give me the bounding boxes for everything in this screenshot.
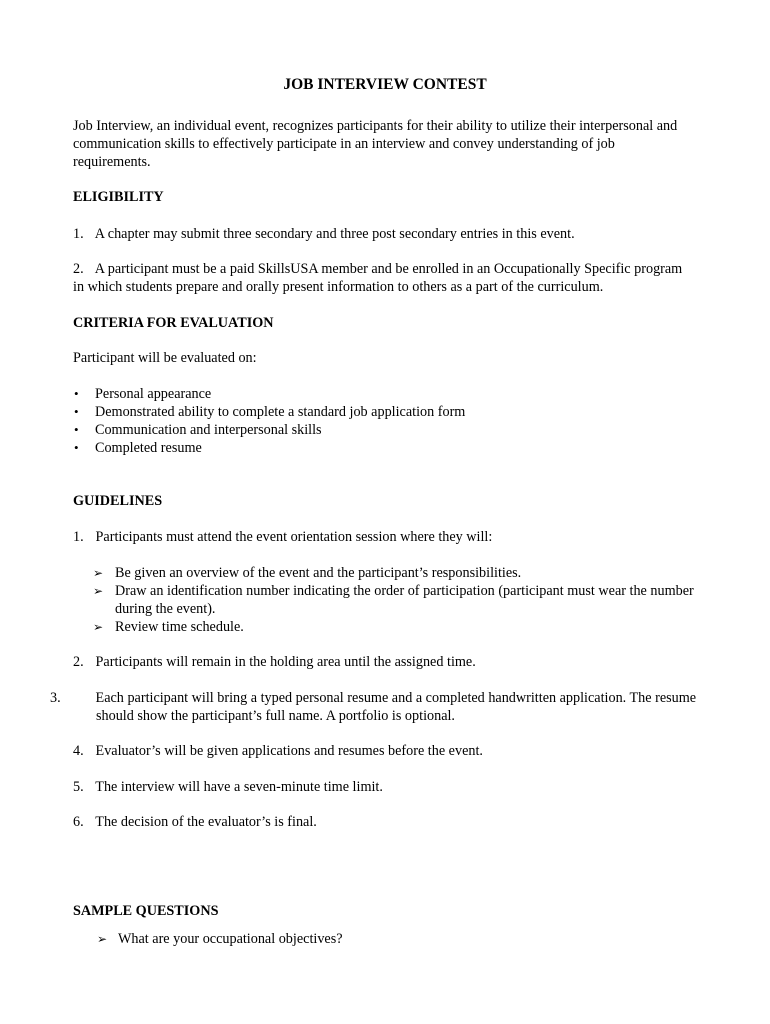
- criteria-list: [73, 385, 695, 457]
- eligibility-item-2: [73, 260, 695, 296]
- item-number: 1.: [73, 529, 84, 545]
- item-text: What are your occupational objectives?: [118, 931, 343, 947]
- item-text: Participants will remain in the holding area until the assigned time.: [95, 654, 476, 670]
- list-item: [73, 421, 695, 439]
- item-text: Draw an identification number indicating the order of participation (participant must wear the number during the event).: [115, 583, 694, 617]
- bullet-icon: •: [74, 386, 79, 401]
- item-text: A participant must be a paid SkillsUSA member and be enrolled in an Occupationally Specific program in which students prepare and orally present information to others as a part of the curriculum.: [73, 261, 683, 295]
- guidelines-heading: GUIDELINES: [73, 493, 163, 509]
- item-number: 4.: [73, 743, 84, 759]
- item-text: Completed resume: [95, 440, 202, 456]
- item-text: Demonstrated ability to complete a standard job application form: [95, 404, 466, 420]
- guideline-item-6: [73, 813, 695, 831]
- item-number: 2.: [73, 654, 84, 670]
- item-number: 5.: [73, 779, 84, 795]
- sample-questions-list: [73, 930, 695, 948]
- item-text: Participants must attend the event orientation session where they will:: [95, 529, 493, 545]
- list-item: [73, 930, 695, 948]
- item-text: The decision of the evaluator’s is final.: [95, 814, 317, 830]
- criteria-lead: Participant will be evaluated on:: [73, 350, 257, 366]
- page-title: JOB INTERVIEW CONTEST: [283, 76, 487, 93]
- item-text: Review time schedule.: [115, 619, 244, 635]
- item-text: A chapter may submit three secondary and three post secondary entries in this event.: [94, 226, 575, 242]
- item-text: Be given an overview of the event and the participant’s responsibilities.: [115, 565, 522, 581]
- guideline-item-1: [73, 528, 695, 546]
- item-number: 1.: [73, 226, 84, 242]
- list-item: [73, 385, 695, 403]
- arrow-bullet-icon: ➢: [93, 566, 104, 580]
- sample-questions-heading: SAMPLE QUESTIONS: [73, 903, 219, 919]
- list-item: [73, 439, 695, 457]
- list-item: [73, 618, 695, 636]
- item-text: Communication and interpersonal skills: [95, 422, 322, 438]
- intro-paragraph: Job Interview, an individual event, recognizes participants for their ability to utilize their interpersonal and communication skills to effectively participate in an interview and convey understanding of job requirements.: [73, 118, 678, 170]
- arrow-bullet-icon: ➢: [93, 584, 104, 598]
- criteria-heading: CRITERIA FOR EVALUATION: [73, 315, 274, 331]
- item-text: Each participant will bring a typed personal resume and a completed handwritten application. The resume should show the participant’s full name. A portfolio is optional.: [95, 690, 697, 724]
- list-item: [73, 582, 695, 618]
- arrow-bullet-icon: ➢: [97, 932, 108, 946]
- guideline-item-3: [50, 689, 718, 725]
- item-text: Personal appearance: [95, 386, 212, 402]
- bullet-icon: •: [74, 404, 79, 419]
- guideline-sub-list: [73, 564, 695, 636]
- guideline-item-2: [73, 653, 695, 671]
- guideline-item-4: [73, 742, 695, 760]
- item-number: 3.: [50, 690, 61, 706]
- list-item: [73, 403, 695, 421]
- item-number: 2.: [73, 261, 84, 277]
- guideline-item-5: [73, 778, 695, 796]
- item-text: Evaluator’s will be given applications and resumes before the event.: [95, 743, 483, 759]
- item-text: The interview will have a seven-minute time limit.: [95, 779, 383, 795]
- arrow-bullet-icon: ➢: [93, 620, 104, 634]
- eligibility-heading: ELIGIBILITY: [73, 189, 164, 205]
- bullet-icon: •: [74, 440, 79, 455]
- eligibility-item-1: [73, 225, 695, 243]
- list-item: [73, 564, 695, 582]
- bullet-icon: •: [74, 422, 79, 437]
- item-number: 6.: [73, 814, 84, 830]
